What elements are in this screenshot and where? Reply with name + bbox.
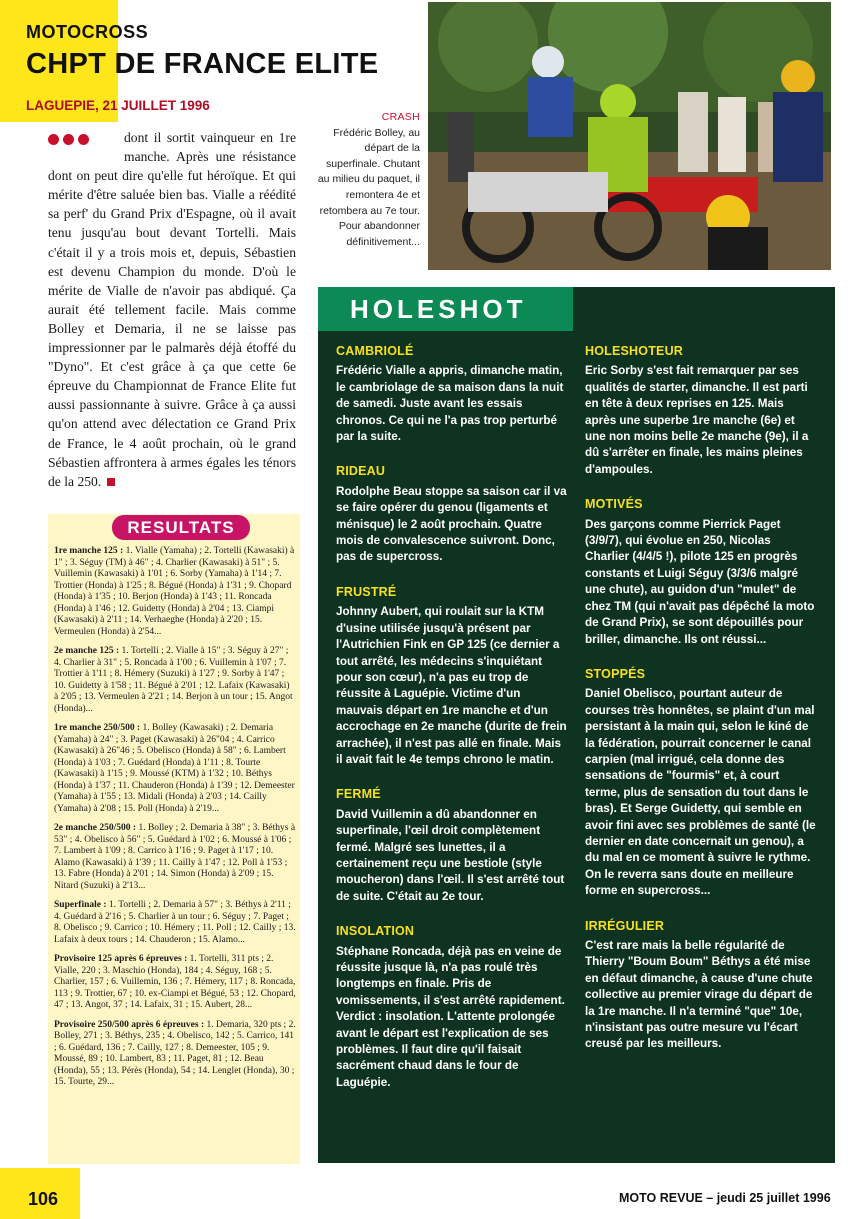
brief-heading: MOTIVÉS: [585, 497, 643, 512]
results-item-label: 1re manche 125 :: [54, 546, 124, 556]
results-item-text: 1. Demaria, 320 pts ; 2. Bolley, 271 ; 3. Béthys, 235 ; 4. Obelisco, 142 ; 5. Carrico, 141 ; 6. Guédard, 136 ; 7. Cailly, 127 ; 8. Demeester, 105 ; 9. Moussé, 89 ; 10. Lambert, 83 ; 11. Paget, 81 ; 12. Beau (Honda), 55 ; 13. Pérès (Honda), 54 ; 14. Lenglet (Honda), 30 ; 15. Tourte, 29...: [54, 1019, 296, 1087]
brief-item: [336, 584, 568, 768]
results-item: [54, 900, 296, 946]
results-item-label: 1re manche 250/500 :: [54, 723, 141, 733]
results-item: [54, 1020, 296, 1089]
caption-title: CRASH: [381, 111, 420, 123]
holeshot-right-column: [585, 343, 817, 1071]
holeshot-title: HOLESHOT: [318, 287, 573, 331]
brief-text: Daniel Obelisco, pourtant auteur de courses très honnêtes, se plaint d'un mal persistant à la main qui, selon le kiné de la fédération, pourrait concerner le canal carpien (mal irrigué, cela donne des sensations de "fourmis" et, à court terme, plus de sensation du tout dans le bras). Et Serge Guidetty, qui semble en avoir fini avec ses problèmes de santé (le dernier en date concernait un genou), a du mal en ce moment à suivre le rythme. On le reverra sans doute en meilleure forme en supercross...: [585, 687, 816, 898]
end-mark: [107, 478, 115, 486]
brief-text: Rodolphe Beau stoppe sa saison car il va se faire opérer du genou (ligaments et ménisque) le 2 août prochain. Quatre mois de convalescence suivront. Donc, pas de supercross.: [336, 484, 567, 564]
brief-heading: RIDEAU: [336, 464, 386, 479]
results-list: [54, 546, 296, 1097]
headline: CHPT DE FRANCE ELITE: [26, 48, 379, 80]
brief-text: Des garçons comme Pierrick Paget (3/9/7), qui évolue en 250, Nicolas Charlier (4/4/5 !), pilote 125 en progrès constants et Luigi Séguy (3/3/6 malgré une chute), au guidon d'un "mulet" de chez TM (qui n'avait pas dépêché la moto de Grand Prix), se sont dépouillés pour briller, dimanche. Ils ont réussi...: [585, 517, 815, 646]
results-item: [54, 546, 296, 638]
brief-item: [336, 463, 568, 565]
brief-text: Stéphane Roncada, déjà pas en veine de réussite jusque là, n'a pas roulé très longtemps en finale. Pris de vomissements, il s'est arrêté rapidement. Verdict : insolation. L'attente prolongée avant le départ est l'explication de ses problèmes. Il faut dire qu'il faisait sacrément chaud dans le four de Laguépie.: [336, 944, 565, 1089]
brief-item: [585, 918, 817, 1053]
brief-heading: FRUSTRÉ: [336, 584, 397, 599]
brief-item: [336, 343, 568, 445]
results-item-label: Superfinale :: [54, 900, 107, 910]
section-label: MOTOCROSS: [26, 22, 149, 42]
brief-text: Eric Sorby s'est fait remarquer par ses qualités de starter, dimanche. Il est parti en tête à deux reprises en 125. Mais après une superbe 1re manche (6e) et une non moins belle 2e manche (9e), il a dû s'arrêter en finale, les mains pleines d'ampoules.: [585, 364, 809, 476]
results-item-text: 1. Bolley (Kawasaki) ; 2. Demaria (Yamaha) à 24" ; 3. Paget (Kawasaki) à 26"04 ; 4. Carrico (Kawasaki) à 26"46 ; 5. Obelisco (Honda) à 58" ; 6. Lambert (Honda) à 1'03 ; 7. Guédard (Honda) à 1'11 ; 8. Tourte (Kawasaki) à 1'15 ; 9. Moussé (KTM) à 1'32 ; 10. Béthys (Honda) à 1'37 ; 11. Chauderon (Honda) à 1'39 ; 12. Demeester (Yamaha) à 1'55 ; 13. Midali (Honda) à 2'03 ; 14. Cailly (Yamaha) à 2'08 ; 15. Poll (Honda) à 2'19...: [54, 723, 295, 814]
brief-item: [585, 666, 817, 900]
magazine-footer: MOTO REVUE – jeudi 25 juillet 1996: [619, 1191, 831, 1205]
brief-heading: CAMBRIOLÉ: [336, 344, 414, 358]
results-item-text: 1. Tortelli ; 2. Vialle à 15" ; 3. Séguy à 27" ; 4. Charlier à 31" ; 5. Roncada à 1'00 ; 6. Vuillemin à 1'07 ; 7. Trottier à 1'11 ; 8. Hémery (Suzuki) à 1'27 ; 9. Sorby à 1'47 ; 10. Guidetty à 1'58 ; 11. Bégué à 2'01 ; 12. Lafaix (Kawasaki) à 2'05 ; 13. Vermeulen à 2'21 ; 14. Berjon à un tour ; 15. Angot (Honda)...: [54, 646, 293, 714]
results-item-label: 2e manche 250/500 :: [54, 823, 137, 833]
brief-item: [585, 496, 817, 648]
brief-item: [336, 923, 568, 1091]
brief-text: Frédéric Vialle a appris, dimanche matin, le cambriolage de sa maison dans la nuit de samedi. Juste avant les essais chronos. Ce qui ne l'a pas trop perturbé par la suite.: [336, 364, 564, 444]
results-item: [54, 954, 296, 1012]
brief-heading: IRRÉGULIER: [585, 918, 665, 933]
photo-caption: [312, 110, 420, 250]
brief-item: [336, 786, 568, 905]
results-title: RESULTATS: [112, 515, 250, 540]
bullet-dots: [48, 128, 118, 154]
results-item-label: 2e manche 125 :: [54, 646, 120, 656]
article-text: dont il sortit vainqueur en 1re manche. Après une résistance dont on peut dire qu'elle fut héroïque. Et qui mérite d'être saluée bien bas. Vialle a réédité sa perf' du Grand Prix d'Espagne, où il avait tenu jusqu'au bout devant Tortelli. Mais c'était il y a trois mois et, depuis, Sébastien est devenu Champion du monde. D'où le mérite de Vialle de n'avoir pas abdiqué. Ça aurait été tellement facile. Mais comme Bolley et Demaria, il ne se laisse pas impressionner par le palmarès déjà étoffé du "Dyno". Et c'est grâce à ça que cette 6e épreuve du Championnat de France Elite fut aussi passionnante à suivre. Grâce à ça aussi qu'on attend avec délectation ce Grand Prix de France, le 4 août prochain, où le grand Sébastien affrontera à armes égales les ténors de la 250.: [48, 130, 296, 489]
brief-heading: INSOLATION: [336, 924, 415, 939]
brief-item: [585, 343, 817, 478]
results-item-text: 1. Bolley ; 2. Demaria à 38" ; 3. Béthys à 53" ; 4. Obelisco à 56" ; 5. Guédard à 1'02 ; 6. Moussé à 1'06 ; 7. Lambert à 1'09 ; 8. Carrico à 1'16 ; 9. Paget à 1'17 ; 10. Alamo (Kawasaki) à 1'39 ; 11. Cailly à 1'47 ; 12. Poll à 1'53 ; 13. Fabre (Honda) à 2'01 ; 14. Simon (Honda) à 2'09 ; 15. Nitard (Suzuki) à 2'13...: [54, 823, 296, 891]
brief-heading: STOPPÉS: [585, 666, 646, 681]
results-item: [54, 646, 296, 715]
results-item: [54, 823, 296, 892]
results-item-label: Provisoire 125 après 6 épreuves :: [54, 954, 188, 964]
article-body: [48, 128, 296, 491]
race-photo: [428, 2, 831, 270]
dateline: LAGUEPIE, 21 JUILLET 1996: [26, 98, 210, 113]
results-item-text: 1. Vialle (Yamaha) ; 2. Tortelli (Kawasaki) à 1" ; 3. Séguy (TM) à 46" ; 4. Charlier (Kawasaki) à 51" ; 5. Vuillemin (Kawasaki) à 1'01 ; 6. Sorby (Yamaha) à 1'14 ; 7. Trottier (Honda) à 1'25 ; 8. Bégué (Honda) à 1'31 ; 9. Chopard (Honda) à 1'35 ; 10. Berjon (Honda) à 1'43 ; 11. Roncada (Honda) à 1'46 ; 12. Guidetty (Honda) à 2'04 ; 13. Ciampi (Kawasaki) à 2'11 ; 14. Verhaeghe (Honda) à 2'20 ; 15. Vermeulen (Honda) à 2'54...: [54, 546, 295, 637]
results-item-label: Provisoire 250/500 après 6 épreuves :: [54, 1019, 205, 1030]
caption-text: Frédéric Bolley, au départ de la superfinale. Chutant au milieu du paquet, il remontera 4e et retombera au 7e tour. Pour abandonner définitivement...: [317, 126, 420, 248]
results-item-text: 1. Tortelli ; 2. Demaria à 57" ; 3. Béthys à 2'11 ; 4. Guédard à 2'16 ; 5. Charlier à un tour ; 6. Séguy ; 7. Paget ; 8. Obelisco ; 9. Carrico ; 10. Hémery ; 11. Poll ; 12. Cailly ; 13. Lafaix à deux tours ; 14. Chauderon ; 15. Alamo...: [54, 900, 296, 945]
brief-heading: FERMÉ: [336, 787, 381, 802]
brief-text: C'est rare mais la belle régularité de Thierry "Boum Boum" Béthys a été mise en défaut dimanche, à cause d'une chute collective au premier virage du départ de la 1re manche. Il n'a terminé "que" 10e, n'insistant pas outre mesure vu l'écart creusé par les meilleurs.: [585, 939, 813, 1051]
holeshot-left-column: [336, 343, 568, 1109]
brief-text: David Vuillemin a dû abandonner en superfinale, l'œil droit complètement fermé. Malgré ses lunettes, il a certainement reçu une bestiole (style moucheron) dans l'œil. Il s'est arrêté tout de suite. C'était au 2e tour.: [336, 807, 565, 903]
page-number: 106: [28, 1189, 59, 1209]
results-item: [54, 723, 296, 815]
brief-text: Johnny Aubert, qui roulait sur la KTM d'usine utilisée jusqu'à présent par l'Autrichien Fink en GP 125 (ce dernier a tout arrêté, les médecins s'inquiétant pour son cœur), n'a pas eu trop de réussite à Laguépie. Victime d'un mauvais départ en 1re manche et d'un accrochage en 2e manche (durite de frein arrachée), il n'est pas allé en finale. Mais il avait fait le 4e temps chrono le matin.: [336, 605, 567, 766]
brief-heading: HOLESHOTEUR: [585, 344, 684, 358]
results-item-text: 1. Tortelli, 311 pts ; 2. Vialle, 220 ; 3. Maschio (Honda), 184 ; 4. Séguy, 168 ; 5. Charlier, 157 ; 6. Vuillemin, 136 ; 7. Hémery, 117 ; 8. Roncada, 113 ; 9. Trottier, 67 ; 10. ex-Ciampi et Bégué, 53 ; 12. Chopard, 47 ; 13. Angot, 37 ; 14. Lafaix, 31 ; 15. Aubert, 28...: [54, 954, 296, 1010]
